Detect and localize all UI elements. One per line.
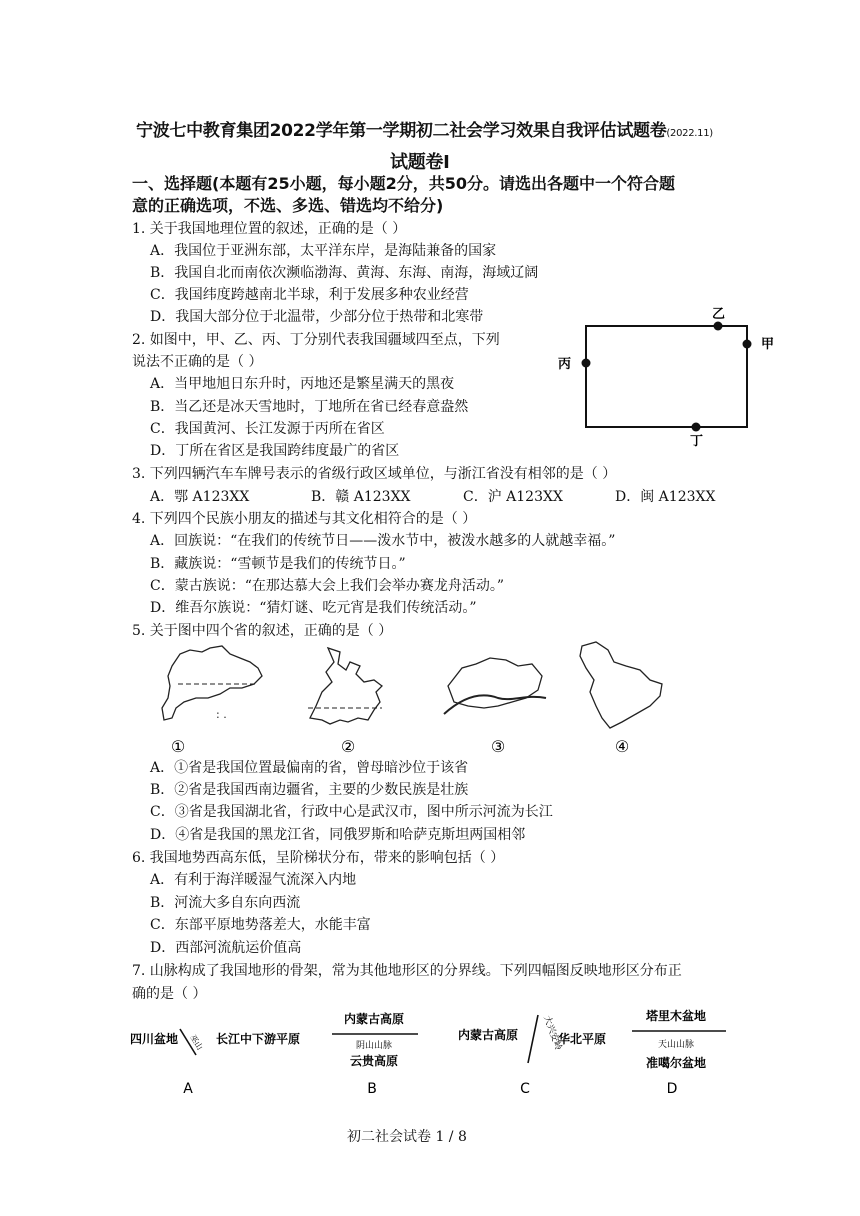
- province-3-label: ③: [490, 737, 506, 756]
- fig-d-top-region: 塔里木盆地: [645, 1009, 707, 1023]
- fig-c-mountain: 大兴安岭: [541, 1014, 563, 1052]
- q1-stem: 1. 关于我国地理位置的叙述，正确的是（ ）: [132, 221, 407, 237]
- province-1-outline: [162, 646, 262, 721]
- q6-stem: 6. 我国地势西高东低，呈阶梯状分布，带来的影响包括（ ）: [132, 850, 505, 866]
- fig-a-right-region: 长江中下游平原: [216, 1032, 301, 1046]
- q6-option-c: C．东部平原地势落差大，水能丰富: [150, 917, 371, 933]
- svg-text:: .: : .: [216, 708, 227, 721]
- q7-landform-figures: [120, 1003, 740, 1099]
- point-yi-dot: [714, 322, 723, 331]
- q6-option-d: D．西部河流航运价值高: [150, 940, 302, 956]
- q6-option-a: A．有利于海洋暖湿气流深入内地: [150, 872, 357, 888]
- fig-a-label: A: [183, 1081, 193, 1097]
- q5-stem: 5. 关于图中四个省的叙述，正确的是（ ）: [132, 623, 393, 639]
- q2-stem-line2: 说法不正确的是（ ）: [132, 354, 263, 370]
- q3-stem: 3. 下列四辆汽车车牌号表示的省级行政区域单位，与浙江省没有相邻的是（ ）: [132, 466, 617, 482]
- q1-option-a: A．我国位于亚洲东部，太平洋东岸，是海陆兼备的国家: [150, 243, 497, 259]
- point-ding-dot: [692, 423, 701, 432]
- fig-b-bottom-region: 云贵高原: [349, 1054, 399, 1068]
- fig-a-left-region: 四川盆地: [130, 1032, 179, 1046]
- q7-figure-c: [458, 1014, 606, 1097]
- q2-option-c: C．我国黄河、长江发源于丙所在省区: [150, 421, 385, 437]
- province-2-outline: [308, 648, 382, 724]
- fig-d-mountain: 天山山脉: [657, 1040, 695, 1050]
- province-1-label: ①: [170, 737, 186, 756]
- q1-option-d: D．我国大部分位于北温带，少部分位于热带和北寒带: [150, 309, 484, 325]
- q4-option-a: A．回族说：“在我们的传统节日——泼水节中，被泼水越多的人就越幸福。”: [150, 533, 616, 549]
- page-footer: 初二社会试卷 1 / 8: [347, 1129, 467, 1145]
- point-jia-label: 甲: [761, 337, 775, 352]
- section-heading-line1: 一、选择题(本题有25小题，每小题2分，共50分。请选出各题中一个符合题: [132, 174, 675, 193]
- point-bing-dot: [582, 359, 591, 368]
- q3-option-a: A．鄂 A123XX: [150, 489, 250, 505]
- q5-option-d: D．④省是我国的黑龙江省，同俄罗斯和哈萨克斯坦两国相邻: [150, 827, 526, 843]
- q2-extreme-points-figure: [550, 300, 790, 460]
- fig-b-mountain: 阴山山脉: [355, 1041, 393, 1051]
- province-4-outline: [580, 642, 662, 728]
- q4-option-b: B．藏族说：“雪顿节是我们的传统节日。”: [150, 556, 406, 572]
- point-ding-label: 丁: [690, 434, 704, 449]
- q5-option-b: B．②省是我国西南边疆省，主要的少数民族是壮族: [150, 782, 469, 798]
- title-date: (2022.11): [666, 128, 713, 139]
- fig-c-label: C: [520, 1081, 530, 1097]
- q5-option-a: A．①省是我国位置最偏南的省，曾母暗沙位于该省: [150, 760, 469, 776]
- q7-figure-d: [632, 1008, 726, 1097]
- q3-option-c: C．沪 A123XX: [463, 489, 563, 505]
- q6-option-b: B．河流大多自东向西流: [150, 895, 301, 911]
- fig-d-label: D: [666, 1081, 678, 1097]
- page-title: [136, 116, 713, 141]
- q5-option-c: C．③省是我国湖北省，行政中心是武汉市，图中所示河流为长江: [150, 804, 553, 820]
- fig-a-mountain: 巫山: [188, 1033, 205, 1052]
- point-jia-dot: [743, 340, 752, 349]
- fig-c-left-region: 内蒙古高原: [458, 1028, 519, 1042]
- q4-option-c: C．蒙古族说：“在那达慕大会上我们会举办赛龙舟活动。”: [150, 578, 505, 594]
- point-yi-label: 乙: [712, 307, 726, 322]
- province-3-outline: [444, 658, 546, 714]
- q7-stem-line1: 7. 山脉构成了我国地形的骨架，常为其他地形区的分界线。下列四幅图反映地形区分布正: [132, 963, 682, 979]
- section-heading-line2: 意的正确选项，不选、多选、错选均不给分): [132, 196, 444, 215]
- q3-option-d: D．闽 A123XX: [615, 489, 716, 505]
- province-2-label: ②: [340, 737, 356, 756]
- q2-option-d: D．丁所在省区是我国跨纬度最广的省区: [150, 443, 400, 459]
- q1-option-c: C．我国纬度跨越南北半球，利于发展多种农业经营: [150, 287, 469, 303]
- province-4-label: ④: [614, 737, 630, 756]
- q4-option-d: D．维吾尔族说：“猜灯谜、吃元宵是我们传统活动。”: [150, 600, 477, 616]
- point-bing-label: 丙: [558, 357, 572, 372]
- q3-option-b: B．赣 A123XX: [311, 489, 411, 505]
- territory-box: [586, 326, 747, 427]
- fig-d-bottom-region: 准噶尔盆地: [645, 1056, 707, 1070]
- fig-c-right-region: 华北平原: [558, 1032, 607, 1046]
- q2-stem-line1: 2. 如图中，甲、乙、丙、丁分别代表我国疆域四至点，下列: [132, 332, 500, 348]
- fig-b-top-region: 内蒙古高原: [343, 1012, 405, 1026]
- paper-subtitle: 试题卷Ⅰ: [390, 152, 450, 173]
- q2-option-a: A．当甲地旭日东升时，丙地还是繁星满天的黑夜: [150, 376, 455, 392]
- q4-stem: 4. 下列四个民族小朋友的描述与其文化相符合的是（ ）: [132, 511, 477, 527]
- q2-option-b: B．当乙还是冰天雪地时，丁地所在省已经春意盎然: [150, 399, 469, 415]
- q7-figure-b: [332, 1011, 418, 1097]
- q7-figure-a: [130, 1029, 300, 1097]
- q5-provinces-figure: [150, 636, 690, 760]
- q7-stem-line2: 确的是（ ）: [132, 986, 207, 1002]
- title-main: 宁波七中教育集团2022学年第一学期初二社会学习效果自我评估试题卷: [136, 121, 667, 141]
- q1-option-b: B．我国自北而南依次濒临渤海、黄海、东海、南海，海域辽阔: [150, 265, 539, 281]
- fig-b-label: B: [367, 1081, 377, 1097]
